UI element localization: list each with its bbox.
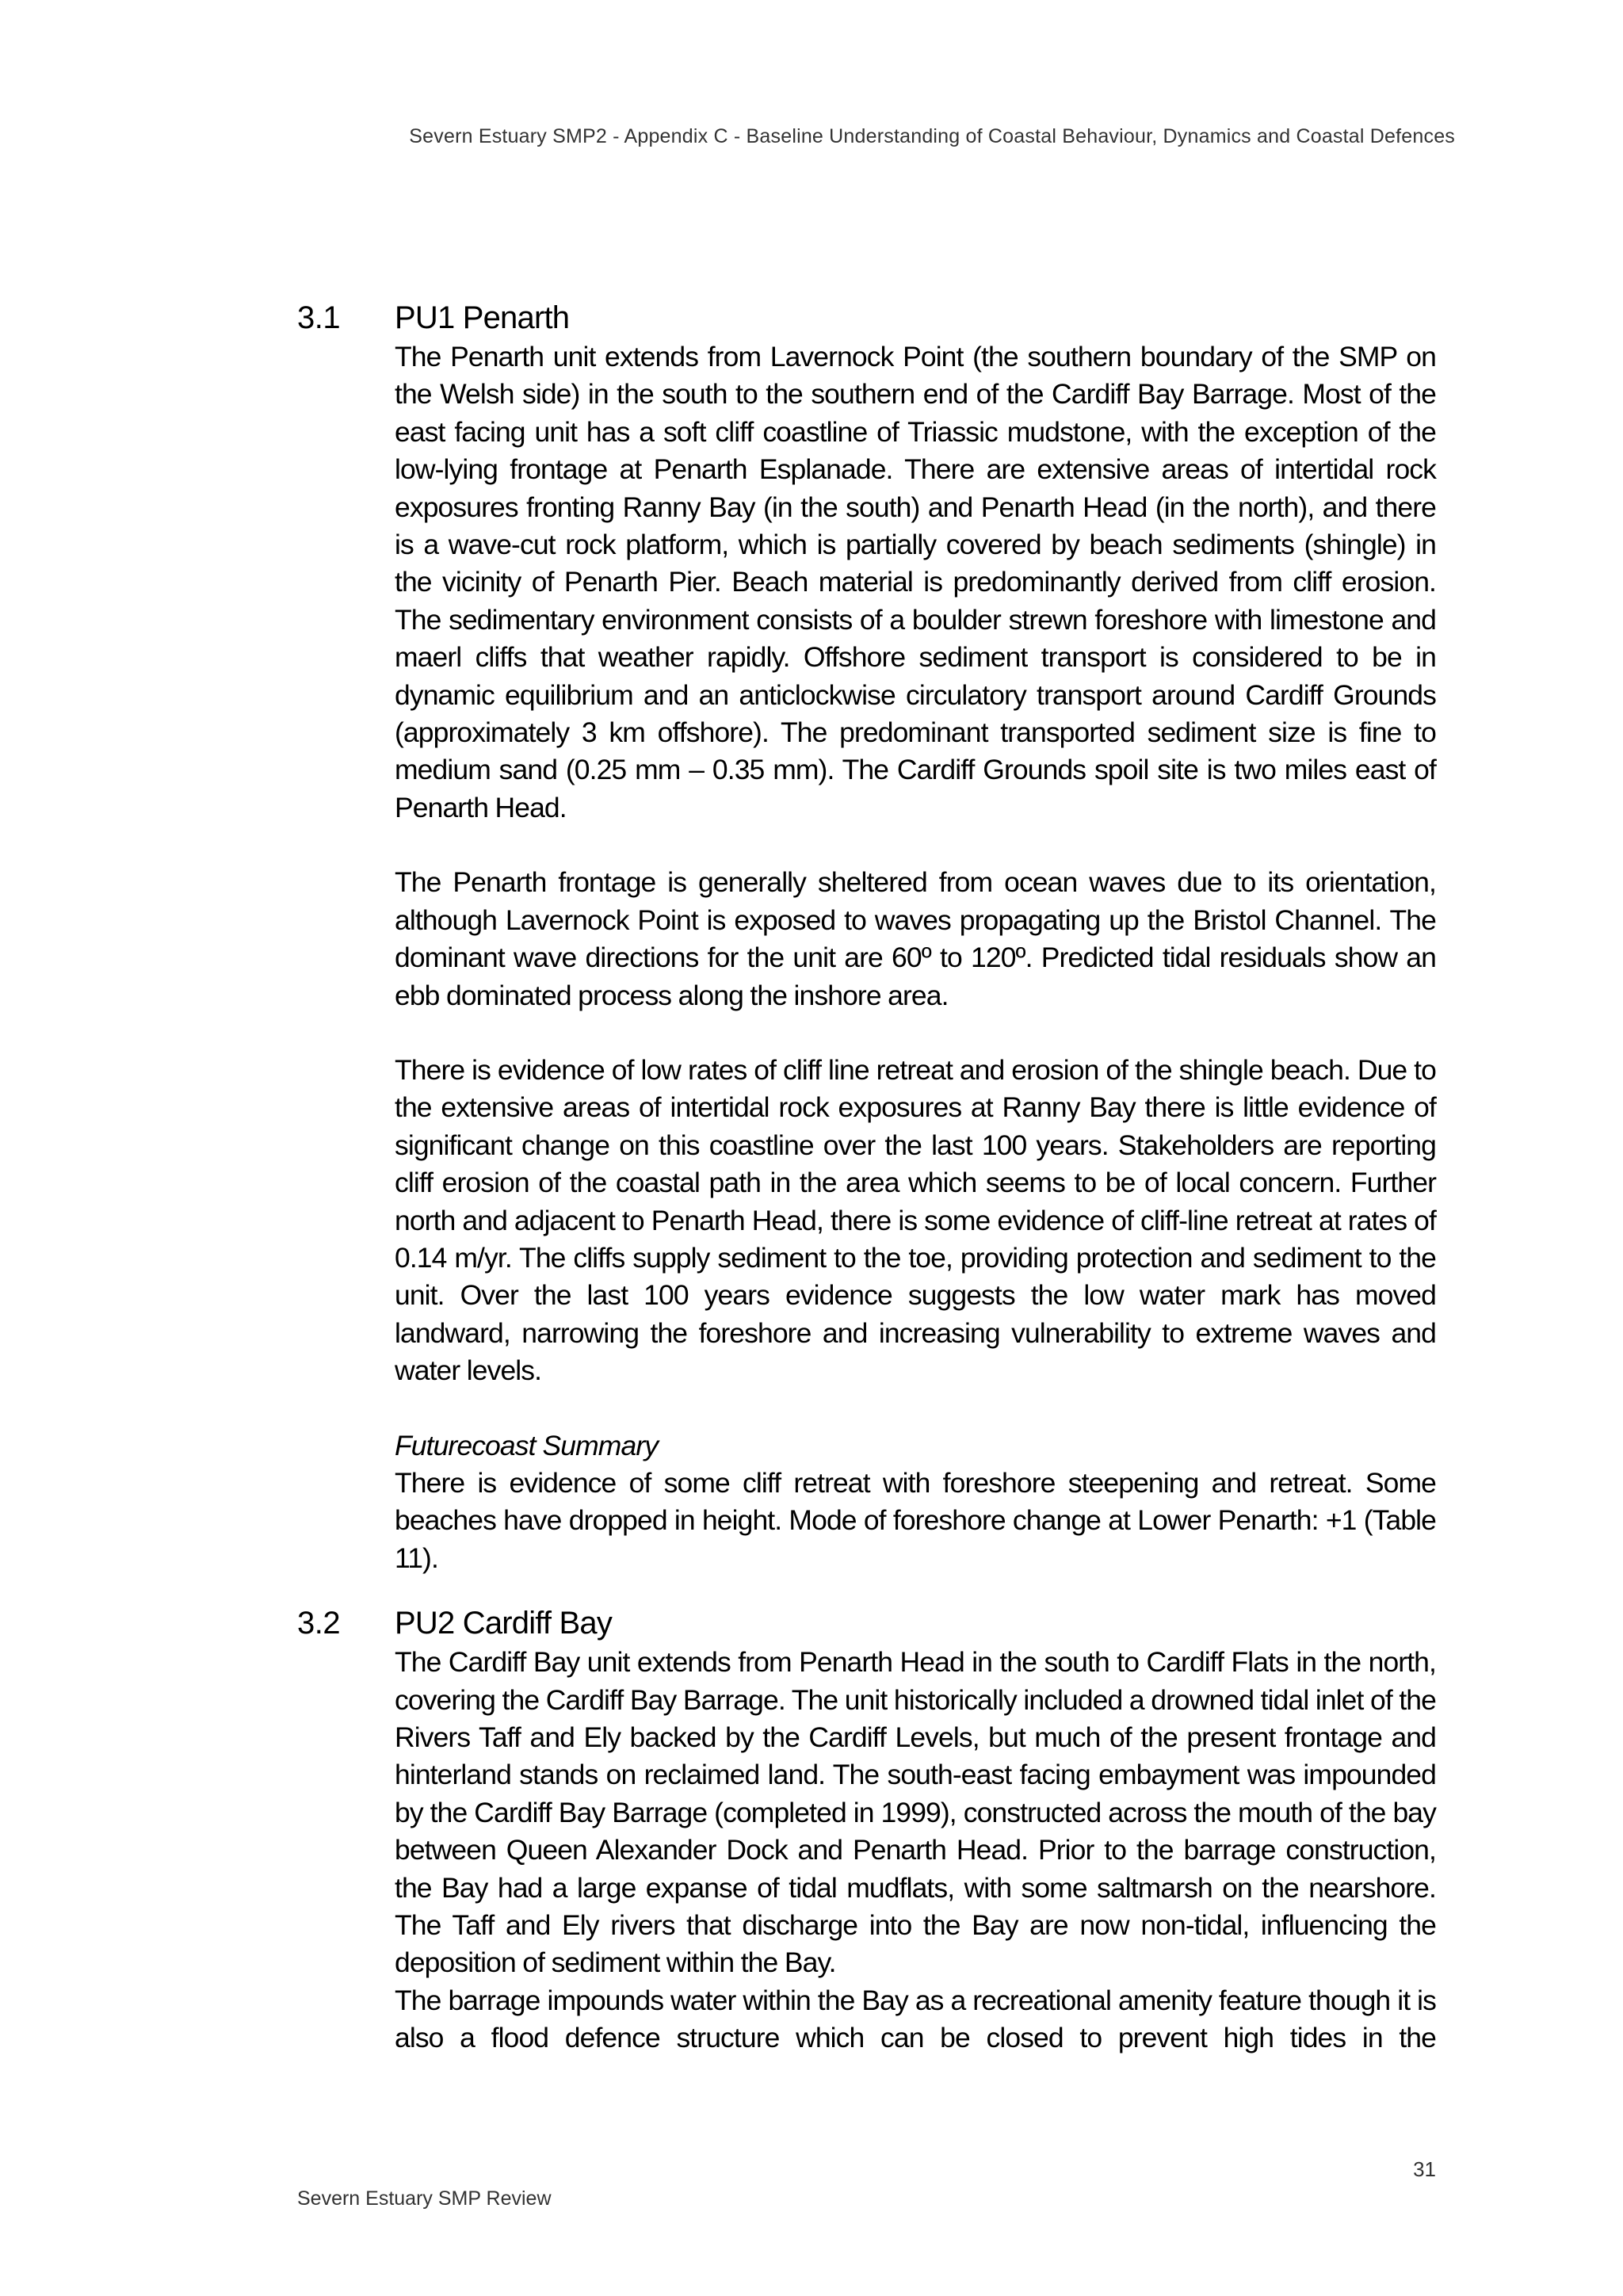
section-title: PU2 Cardiff Bay (395, 1606, 613, 1641)
section-pu1-penarth (0, 297, 1623, 1577)
summary-paragraph: There is evidence of some cliff retreat with foreshore steepening and retreat. Some beaches have dropped in height. Mode of foreshore change at Lower Penarth: +1 (Table 11). (395, 1466, 1436, 1574)
paragraph: The barrage impounds water within the Bay as a recreational amenity feature though it is also a flood defence structure which can be closed to prevent high tides in the (395, 1984, 1436, 2054)
paragraph: There is evidence of low rates of cliff line retreat and erosion of the shingle beach. Due to the extensive areas of intertidal rock exposures at Ranny Bay there is little evidence of significant change on this coastline over the last 100 years. Stakeholders are reporting cliff erosion of the coastal path in the area which seems to be of local concern. Further north and adjacent to Penarth Head, there is some evidence of cliff-line retreat at rates of 0.14 m/yr. The cliffs supply sediment to the toe, providing protection and sediment to the unit. Over the last 100 years evidence suggests the low water mark has moved landward, narrowing the foreshore and increasing vulnerability to extreme waves and water levels. (395, 1053, 1436, 1387)
section-number: 3.2 (297, 1606, 341, 1641)
page-number: 31 (1413, 2157, 1436, 2181)
section-heading (0, 297, 1623, 338)
document-body (0, 297, 1623, 2057)
section-number: 3.1 (297, 300, 341, 335)
section-title: PU1 Penarth (395, 300, 570, 335)
paragraph: The Penarth frontage is generally sheltered from ocean waves due to its orientation, although Lavernock Point is exposed to waves propagating up the Bristol Channel. The dominant wave directions for the unit are 60º to 120º. Predicted tidal residuals show an ebb dominated process along the inshore area. (395, 866, 1436, 1011)
section-heading (0, 1603, 1623, 1644)
running-footer: Severn Estuary SMP Review (297, 2187, 552, 2210)
paragraph: The Cardiff Bay unit extends from Penarth Head in the south to Cardiff Flats in the north, covering the Cardiff Bay Barrage. The unit historically included a drowned tidal inlet of the Rivers Taff and Ely backed by the Cardiff Levels, but much of the present frontage and hinterland stands on reclaimed land. The south-east facing embayment was impounded by the Cardiff Bay Barrage (completed in 1999), constructed across the mouth of the bay between Queen Alexander Dock and Penarth Head. Prior to the barrage construction, the Bay had a large expanse of tidal mudflats, with some saltmarsh on the nearshore. The Taff and Ely rivers that discharge into the Bay are now non-tidal, influencing the deposition of sediment within the Bay. (395, 1646, 1436, 1979)
subheading: Futurecoast Summary (395, 1429, 659, 1461)
running-header: Severn Estuary SMP2 - Appendix C - Baseline Understanding of Coastal Behaviour, Dynamics and Coastal Defences (409, 125, 1455, 147)
section-pu2-cardiff-bay (0, 1603, 1623, 2057)
paragraph: The Penarth unit extends from Lavernock Point (the southern boundary of the SMP on the Welsh side) in the south to the southern end of the Cardiff Bay Barrage. Most of the east facing unit has a soft cliff coastline of Triassic mudstone, with the exception of the low-lying frontage at Penarth Esplanade. There are extensive areas of intertidal rock exposures fronting Ranny Bay (in the south) and Penarth Head (in the north), and there is a wave-cut rock platform, which is partially covered by beach sediments (shingle) in the vicinity of Penarth Pier. Beach material is predominantly derived from cliff erosion. The sedimentary environment consists of a boulder strewn foreshore with limestone and maerl cliffs that weather rapidly. Offshore sediment transport is considered to be in dynamic equilibrium and an anticlockwise circulatory transport around Cardiff Grounds (approximately 3 km offshore). The predominant transported sediment size is fine to medium sand (0.25 mm – 0.35 mm). The Cardiff Grounds spoil site is two miles east of Penarth Head. (395, 341, 1436, 823)
